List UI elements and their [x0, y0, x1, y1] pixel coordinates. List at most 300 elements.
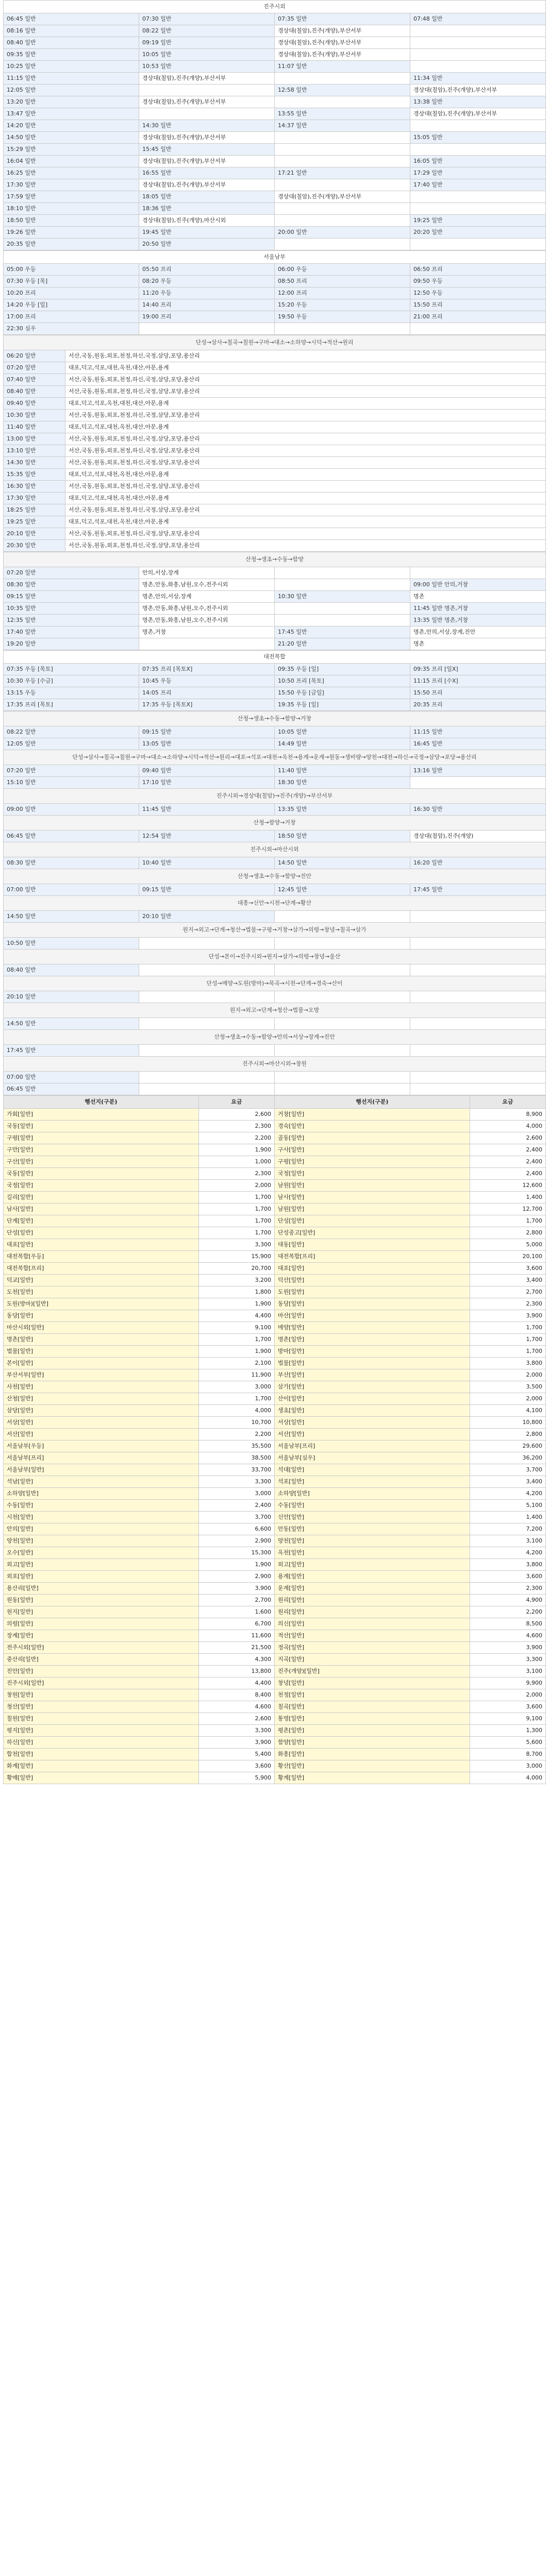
fare-price: 15,300: [198, 1547, 274, 1559]
table-cell: 08:22 일반: [4, 726, 139, 738]
table-cell: 경상대(칠암),진주(개양): [410, 831, 546, 842]
fare-destination: 산이[일반]: [274, 1393, 470, 1405]
section-title: 진주시외: [4, 1, 546, 13]
table-row: [4, 108, 546, 120]
table-cell: 서산,국동,원동,외포,천정,하신,국정,삼당,포당,용산리: [65, 410, 546, 421]
table-cell: 21:20 일반: [275, 638, 410, 650]
table-cell: 11:07 일반: [275, 61, 410, 73]
table-cell: [139, 1045, 275, 1057]
fare-destination: 사천[일반]: [4, 1381, 199, 1393]
fare-price: 5,400: [198, 1749, 274, 1760]
fare-destination: 함양[일반]: [274, 1737, 470, 1749]
fare-destination: 진주(개양)[일반]: [274, 1666, 470, 1677]
fare-row: [4, 1725, 546, 1737]
table-cell: [275, 73, 410, 84]
fare-row: [4, 1677, 546, 1689]
table-row: [4, 528, 546, 540]
fare-destination: 전주시외[일반]: [4, 1642, 199, 1654]
fare-destination: 의령[일반]: [4, 1618, 199, 1630]
table-cell: 18:36 일반: [139, 203, 275, 215]
table-row: [4, 911, 546, 923]
fare-price: 3,500: [470, 1381, 545, 1393]
table-cell: 10:35 일반: [4, 603, 139, 615]
fare-price: 3,300: [470, 1654, 545, 1666]
fare-destination: 구만[일반]: [4, 1144, 199, 1156]
table-row: [4, 638, 546, 650]
fare-price: 2,300: [470, 1298, 545, 1310]
fare-price: 3,600: [470, 1571, 545, 1583]
table-cell: 07:35 프리 [목토X]: [139, 664, 275, 675]
fare-row: [4, 1523, 546, 1535]
fare-price: 3,800: [470, 1358, 545, 1369]
table-cell: [410, 37, 546, 49]
table-row: [4, 421, 546, 433]
fare-price: 1,900: [198, 1144, 274, 1156]
fare-destination: 석포[일반]: [274, 1476, 470, 1488]
table-cell: 16:30 일반: [410, 804, 546, 816]
fare-row: [4, 1547, 546, 1559]
fare-price: 9,100: [198, 1322, 274, 1334]
fare-destination: 창원[일반]: [4, 1689, 199, 1701]
table-row: [4, 469, 546, 481]
table-cell: [139, 1083, 275, 1095]
table-cell: [410, 1018, 546, 1030]
table-cell: 14:05 프리: [139, 687, 275, 699]
table-cell: 서산,국동,원동,외포,천정,하신,국정,삼당,포당,용산리: [65, 540, 546, 552]
table-row: [4, 25, 546, 37]
fare-row: [4, 1606, 546, 1618]
fare-destination: 용계[일반]: [274, 1571, 470, 1583]
table-cell: [139, 108, 275, 120]
fare-row: [4, 1180, 546, 1192]
fare-price: 4,600: [198, 1701, 274, 1713]
table-cell: [410, 191, 546, 203]
table-row: [4, 481, 546, 493]
fare-destination: 수동[일반]: [274, 1500, 470, 1512]
table-cell: [275, 938, 410, 950]
table-cell: 17:45 일반: [4, 1045, 139, 1057]
table-cell: [275, 579, 410, 591]
fare-destination: 서상[일반]: [4, 1417, 199, 1429]
table-row: [4, 579, 546, 591]
table-cell: [275, 179, 410, 191]
table-cell: 경상대(칠암),진주(개양),부산서부: [275, 25, 410, 37]
table-row: [4, 120, 546, 132]
table-cell: 10:05 일반: [139, 49, 275, 61]
table-row: [4, 398, 546, 410]
table-row: [4, 323, 546, 335]
fare-price: 2,800: [470, 1227, 545, 1239]
table-cell: 12:58 일반: [275, 84, 410, 96]
table-row: [4, 49, 546, 61]
table-cell: 17:21 일반: [275, 167, 410, 179]
fare-destination: 도원[일반]: [274, 1286, 470, 1298]
table-row: [4, 350, 546, 362]
fare-destination: 진주시외[일반]: [4, 1677, 199, 1689]
table-cell: [275, 1018, 410, 1030]
table-row: [4, 675, 546, 687]
fare-destination: 통영[일반]: [274, 1713, 470, 1725]
table-cell: 07:30 우등 [목]: [4, 276, 139, 287]
fare-price: 1,700: [198, 1227, 274, 1239]
table-cell: [275, 1072, 410, 1083]
table-cell: 16:55 일반: [139, 167, 275, 179]
fare-row: [4, 1132, 546, 1144]
table-row: [4, 615, 546, 626]
fare-row: [4, 1168, 546, 1180]
fare-price: 11,600: [198, 1630, 274, 1642]
fare-destination: 용산리[일반]: [4, 1583, 199, 1595]
fare-destination: 남사[일반]: [4, 1204, 199, 1215]
fare-price: 1,900: [198, 1559, 274, 1571]
fare-destination: 골동[일반]: [274, 1132, 470, 1144]
fare-destination: 시천[일반]: [4, 1512, 199, 1523]
fare-price: 3,100: [470, 1666, 545, 1677]
fare-destination: 길리[일반]: [4, 1192, 199, 1204]
table-cell: [410, 49, 546, 61]
fare-destination: 적산[일반]: [274, 1630, 470, 1642]
fare-destination: 황계[일반]: [274, 1772, 470, 1784]
table-cell: [275, 96, 410, 108]
fare-row: [4, 1654, 546, 1666]
fare-price: 12,700: [470, 1204, 545, 1215]
table-cell: 07:35 일반: [275, 13, 410, 25]
table-row: [4, 831, 546, 842]
table-cell: 08:30 일반: [4, 579, 139, 591]
table-row: [4, 386, 546, 398]
fare-price: 2,600: [198, 1109, 274, 1121]
fare-destination: 매양[일반]: [274, 1322, 470, 1334]
table-cell: 17:45 일반: [275, 626, 410, 638]
fare-row: [4, 1334, 546, 1346]
fare-destination: 평촌[일반]: [274, 1725, 470, 1737]
table-cell: 09:35 프리 [일X]: [410, 664, 546, 675]
table-row: [4, 493, 546, 504]
table-row: [4, 13, 546, 25]
route-header: 산청→생초→수동→함양→거창: [4, 711, 546, 726]
table-cell: 20:50 일반: [139, 239, 275, 250]
fare-destination: 경숙[일반]: [274, 1121, 470, 1132]
table-row: [4, 96, 546, 108]
fare-destination: 구사[일반]: [274, 1144, 470, 1156]
table-cell: [410, 61, 546, 73]
route-header: 산청→함양→거창: [4, 816, 546, 831]
fare-row: [4, 1346, 546, 1358]
fare-destination: 산청[일반]: [4, 1393, 199, 1405]
fare-price: 2,400: [198, 1500, 274, 1512]
table-row: [4, 540, 546, 552]
fare-row: [4, 1713, 546, 1725]
table-cell: 08:16 일반: [4, 25, 139, 37]
fare-row: [4, 1749, 546, 1760]
table-cell: 12:00 프리: [275, 287, 410, 299]
table-cell: [410, 911, 546, 923]
table-cell: 명촌,안동,화흥,남원,오수,전주시외: [139, 603, 275, 615]
fare-row: [4, 1109, 546, 1121]
table-row: [4, 567, 546, 579]
fare-price: 3,000: [470, 1760, 545, 1772]
table-cell: 12:05 일반: [4, 84, 139, 96]
table-cell: 10:50 프리 [목토]: [275, 675, 410, 687]
route-header: 산청→생초→수동→함양: [4, 552, 546, 567]
table-cell: 15:29 일반: [4, 144, 139, 156]
table-cell: 07:00 일반: [4, 884, 139, 896]
fare-price: 4,600: [470, 1630, 545, 1642]
table-cell: 대포,덕고,석포,대천,옥천,대산,아문,용계: [65, 469, 546, 481]
table-cell: 07:35 우등 [목토]: [4, 664, 139, 675]
table-cell: 명촌,거창: [139, 626, 275, 638]
table-cell: [275, 603, 410, 615]
table-row: [4, 299, 546, 311]
fare-destination: 원동[일반]: [4, 1595, 199, 1606]
fare-destination: 삼가[일반]: [274, 1381, 470, 1393]
table-cell: 서산,국동,원동,외포,천정,하신,국정,삼당,포당,용산리: [65, 374, 546, 386]
fare-row: [4, 1642, 546, 1654]
fare-destination: 서울남부[심우]: [274, 1452, 470, 1464]
table-cell: 11:15 일반: [410, 726, 546, 738]
fare-row: [4, 1156, 546, 1168]
table-cell: 15:20 우등: [275, 299, 410, 311]
fare-destination: 옥천[일반]: [274, 1547, 470, 1559]
table-cell: [275, 567, 410, 579]
fare-price: 1,700: [470, 1346, 545, 1358]
table-cell: [410, 323, 546, 335]
table-cell: [275, 239, 410, 250]
fare-row: [4, 1121, 546, 1132]
fare-row: [4, 1358, 546, 1369]
fare-price: 4,000: [470, 1121, 545, 1132]
table-cell: 15:10 일반: [4, 777, 139, 789]
table-cell: 07:20 일반: [4, 567, 139, 579]
fare-destination: 국동[일반]: [4, 1121, 199, 1132]
table-cell: 09:15 일반: [4, 591, 139, 603]
table-cell: 경상대(칠암),진주(개양),마산시외: [139, 215, 275, 227]
table-cell: [410, 964, 546, 976]
fare-row: [4, 1500, 546, 1512]
table-row: [4, 603, 546, 615]
fare-price: 1,700: [198, 1393, 274, 1405]
fare-price: 10,800: [470, 1417, 545, 1429]
fare-destination: 동당[일반]: [274, 1298, 470, 1310]
fare-price: 4,200: [470, 1488, 545, 1500]
table-row: [4, 457, 546, 469]
fare-destination: 본이[일반]: [4, 1358, 199, 1369]
fare-destination: 명촌[일반]: [4, 1334, 199, 1346]
fare-destination: 구평[일반]: [274, 1156, 470, 1168]
table-cell: 13:15 우등: [4, 687, 139, 699]
fare-header-price: 요금: [198, 1096, 274, 1109]
table-cell: [275, 964, 410, 976]
fare-price: 2,300: [470, 1583, 545, 1595]
fare-destination: 대전복합[우등]: [4, 1251, 199, 1263]
table-cell: 06:45 일반: [4, 13, 139, 25]
fare-price: 2,900: [198, 1535, 274, 1547]
table-cell: 08:30 일반: [4, 857, 139, 869]
fare-destination: 황산[일반]: [274, 1760, 470, 1772]
fare-price: 2,800: [470, 1429, 545, 1440]
table-cell: 12:05 일반: [4, 738, 139, 750]
table-cell: 14:50 일반: [275, 857, 410, 869]
fare-destination: 대포[일반]: [274, 1263, 470, 1275]
table-cell: [410, 239, 546, 250]
fare-destination: 구산[일반]: [4, 1156, 199, 1168]
fare-row: [4, 1204, 546, 1215]
fare-destination: 장계[일반]: [4, 1630, 199, 1642]
timetable-section: [3, 0, 546, 250]
fare-price: 13,800: [198, 1666, 274, 1677]
table-cell: 06:00 우등: [275, 264, 410, 276]
table-row: [4, 73, 546, 84]
fare-row: [4, 1239, 546, 1251]
fare-header-price: 요금: [470, 1096, 545, 1109]
table-cell: 14:30 일반: [139, 120, 275, 132]
fare-row: [4, 1429, 546, 1440]
fare-destination: 하신[일반]: [4, 1737, 199, 1749]
table-row: [4, 777, 546, 789]
table-cell: 서산,국동,원동,외포,천정,하신,국정,삼당,포당,용산리: [65, 350, 546, 362]
table-cell: 16:20 일반: [410, 857, 546, 869]
route-header: 단성→본이→진주시외→원지→삼가→의령→창녕→울산: [4, 950, 546, 964]
table-cell: [139, 938, 275, 950]
fare-price: 3,900: [198, 1583, 274, 1595]
fare-price: 3,300: [198, 1725, 274, 1737]
table-cell: 13:38 일반: [410, 96, 546, 108]
table-cell: 안의,서상,장계: [139, 567, 275, 579]
table-cell: 11:15 일반: [4, 73, 139, 84]
fare-row: [4, 1618, 546, 1630]
fare-row: [4, 1737, 546, 1749]
table-cell: [410, 25, 546, 37]
fare-row: [4, 1144, 546, 1156]
table-row: [4, 167, 546, 179]
fare-destination: 소하양[일반]: [274, 1488, 470, 1500]
fare-price: 1,000: [198, 1156, 274, 1168]
route-header: 원지→외고→단계→청산→법물→구평→거창→삼가→의령→창녕→칠곡→삼가: [4, 923, 546, 938]
fare-price: 36,200: [470, 1452, 545, 1464]
fare-destination: 천정[일반]: [274, 1689, 470, 1701]
fare-destination: 창녕[일반]: [274, 1677, 470, 1689]
table-cell: [275, 156, 410, 167]
table-cell: 명촌,안동,화흥,남원,오수,전주시외: [139, 615, 275, 626]
fare-price: 2,000: [470, 1369, 545, 1381]
table-cell: 대포,덕고,석포,옥천,대천,대산,아문,용계: [65, 398, 546, 410]
section-title: 서울남부: [4, 251, 546, 264]
table-cell: 16:25 일반: [4, 167, 139, 179]
fare-destination: 양천[일반]: [274, 1535, 470, 1547]
fare-price: 3,700: [470, 1464, 545, 1476]
table-cell: [275, 911, 410, 923]
fare-price: 2,200: [198, 1429, 274, 1440]
table-cell: 서산,국동,원동,외포,천정,하신,국정,삼당,포당,용산리: [65, 481, 546, 493]
fare-row: [4, 1251, 546, 1263]
timetable-page: [3, 0, 546, 1784]
fare-destination: 국정[일반]: [274, 1168, 470, 1180]
fare-price: 4,400: [198, 1677, 274, 1689]
fare-price: 3,400: [470, 1275, 545, 1286]
route-header: 원지→외고→단계→청산→법물→오방: [4, 1003, 546, 1018]
fare-destination: 도원(방마)[일반]: [4, 1298, 199, 1310]
table-cell: 22:30 심우: [4, 323, 139, 335]
table-cell: 11:40 일반: [4, 421, 65, 433]
table-row: [4, 964, 546, 976]
table-cell: 09:19 일반: [139, 37, 275, 49]
table-cell: 16:30 일반: [4, 481, 65, 493]
fare-destination: 의신[일반]: [274, 1618, 470, 1630]
section-rows: [4, 350, 546, 552]
fare-price: 3,100: [470, 1535, 545, 1547]
fare-destination: 서울남부[프리]: [274, 1440, 470, 1452]
table-row: [4, 504, 546, 516]
fare-destination: 단성[일반]: [4, 1227, 199, 1239]
table-row: [4, 144, 546, 156]
table-cell: 09:35 일반: [4, 49, 139, 61]
table-cell: 19:50 우등: [275, 311, 410, 323]
fare-destination: 안의[일반]: [4, 1523, 199, 1535]
table-cell: 20:35 프리: [410, 699, 546, 711]
table-cell: 13:16 일반: [410, 765, 546, 777]
fare-price: 21,500: [198, 1642, 274, 1654]
table-cell: 19:26 일반: [4, 227, 139, 239]
fare-price: 5,600: [470, 1737, 545, 1749]
fare-row: [4, 1322, 546, 1334]
fare-price: 3,600: [470, 1263, 545, 1275]
fare-price: 15,900: [198, 1251, 274, 1263]
table-cell: 20:10 일반: [4, 991, 139, 1003]
fare-price: 1,900: [198, 1298, 274, 1310]
table-cell: 17:10 일반: [139, 777, 275, 789]
table-row: [4, 591, 546, 603]
table-cell: [139, 964, 275, 976]
fare-price: 2,300: [198, 1168, 274, 1180]
table-cell: 09:35 우등 [일]: [275, 664, 410, 675]
table-cell: 05:50 프리: [139, 264, 275, 276]
table-cell: 21:00 프리: [410, 311, 546, 323]
route-header: 단성→매양→도원(방마)→묵곡→시천→단계→경숙→산이: [4, 976, 546, 991]
table-cell: 14:20 우등 [일]: [4, 299, 139, 311]
table-cell: 14:49 일반: [275, 738, 410, 750]
fare-destination: 청산[일반]: [4, 1701, 199, 1713]
fare-row: [4, 1192, 546, 1204]
table-cell: [410, 991, 546, 1003]
table-cell: 07:30 일반: [139, 13, 275, 25]
table-cell: 17:30 일반: [4, 179, 139, 191]
table-cell: [275, 1045, 410, 1057]
fare-price: 2,400: [470, 1144, 545, 1156]
table-cell: [410, 144, 546, 156]
table-row: [4, 264, 546, 276]
table-row: [4, 132, 546, 144]
fare-destination: 평지[일반]: [4, 1725, 199, 1737]
table-row: [4, 311, 546, 323]
fare-price: 2,200: [470, 1606, 545, 1618]
fare-destination: 단성[일반]: [274, 1215, 470, 1227]
table-cell: 06:45 일반: [4, 831, 139, 842]
table-cell: 경상대(칠암),진주(개양),부산서부: [139, 132, 275, 144]
table-cell: 10:05 일반: [275, 726, 410, 738]
fare-price: 1,900: [198, 1346, 274, 1358]
fare-destination: 덕교[일반]: [4, 1275, 199, 1286]
fare-price: 4,300: [198, 1654, 274, 1666]
table-cell: 대포,덕고,석포,대천,옥천,대산,아문,용계: [65, 493, 546, 504]
section-rows: [4, 13, 546, 250]
table-cell: 10:40 일반: [139, 857, 275, 869]
table-cell: 16:45 일반: [410, 738, 546, 750]
table-cell: 09:50 우등: [410, 276, 546, 287]
table-cell: 서산,국동,원동,외포,천정,하신,국정,삼당,포당,용산리: [65, 445, 546, 457]
table-cell: 13:35 일반: [275, 804, 410, 816]
fare-row: [4, 1701, 546, 1713]
fare-price: 1,300: [470, 1725, 545, 1737]
